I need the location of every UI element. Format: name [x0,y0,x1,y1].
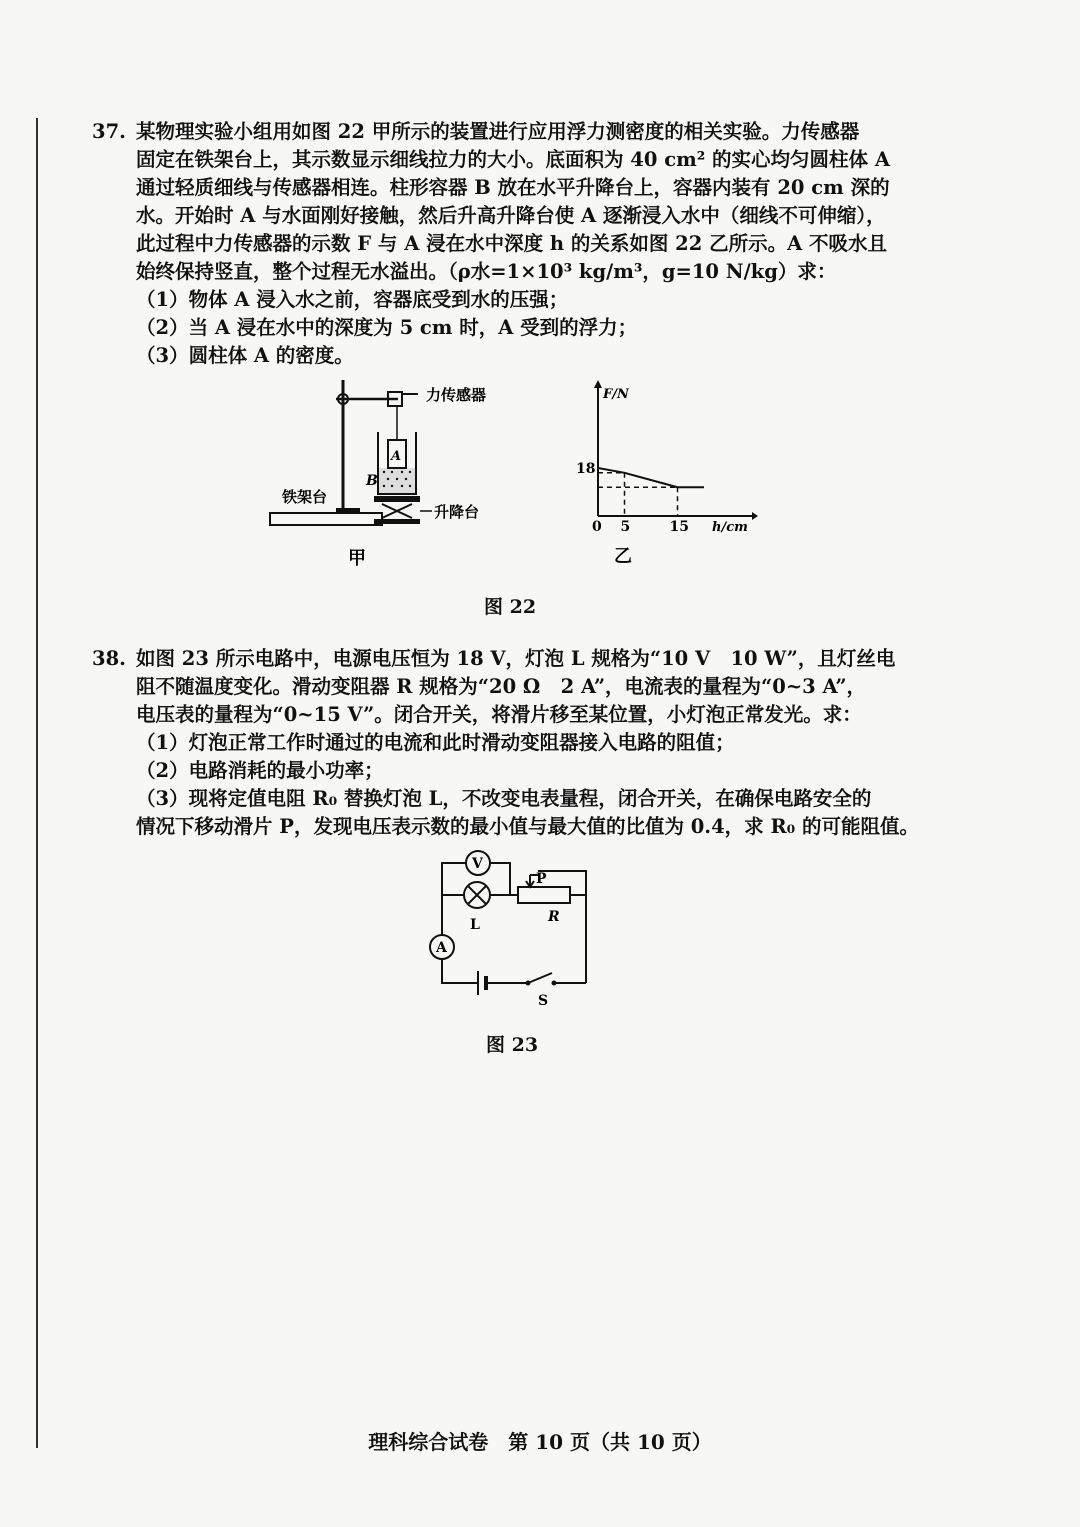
rheostat-symbol [518,887,570,903]
q37-line-3: 通过轻质细线与传感器相连。柱形容器 B 放在水平升降台上，容器内装有 20 cm 深的 [136,176,890,199]
switch-label: S [538,993,549,1009]
x-tick-5: 5 [620,519,631,535]
y-tick-18: 18 [576,461,596,477]
series-line [598,468,704,487]
switch-symbol [528,973,552,983]
lift-scissor [382,504,412,518]
y-axis-arrow [594,380,602,388]
q38-last-line: 情况下移动滑片 P，发现电压表示数的最小值与最大值的比值为 0.4，求 R₀ 的可能阻值。 [136,815,919,838]
q38-line-1: 38. 如图 23 所示电路中，电源电压恒为 18 V，灯泡 L 规格为“10 V 10 W”，且灯丝电 [92,645,932,673]
q37-number: 37. [92,120,126,143]
q37-line-6: 始终保持竖直，整个过程无水溢出。（ρ水=1×10³ kg/m³，g=10 N/kg）求： [136,260,837,283]
q38-number: 38. [92,647,126,670]
container-b-label: B [366,473,378,489]
q37-sub-2: （2）当 A 浸在水中的深度为 5 cm 时，A 受到的浮力； [136,316,638,339]
x-tick-0: 0 [592,519,602,535]
lamp-label: L [470,917,480,933]
rheostat-label: R [548,909,560,925]
q37-sub-3: （3）圆柱体 A 的密度。 [136,344,354,367]
ammeter-label: A [436,940,447,956]
figure-22-jia-caption: 甲 [348,548,366,569]
binding-margin-line [36,118,38,1448]
x-axis-label: h/cm [712,520,748,535]
q37-line-4: 水。开始时 A 与水面刚好接触，然后升高升降台使 A 逐渐浸入水中（细线不可伸缩）， [136,204,886,227]
q38-line-2: 阻不随温度变化。滑动变阻器 R 规格为“20 Ω 2 A”，电流表的量程为“0~3 A”， [136,675,867,698]
q37-line-5: 此过程中力传感器的示数 F 与 A 浸在水中深度 h 的关系如图 22 乙所示。A 不吸水且 [136,232,888,255]
page-footer: 理科综合试卷 第 10 页（共 10 页） [368,1430,712,1454]
q37-line-2: 固定在铁架台上，其示数显示细线拉力的大小。底面积为 40 cm² 的实心均匀圆柱体 A [136,148,890,171]
q38-sub-2: （2）电路消耗的最小功率； [136,759,384,782]
q38-sub-1: （1）灯泡正常工作时通过的电流和此时滑动变阻器接入电路的阻值； [136,731,735,754]
stand-label: 铁架台 [282,488,328,506]
q37-line-1: 37. 某物理实验小组用如图 22 甲所示的装置进行应用浮力测密度的相关实验。力传感器 [92,118,932,146]
x-axis-arrow [752,512,758,520]
lift-top [374,496,420,502]
slider-p [526,875,534,887]
figure-22-chart [570,376,760,572]
figure-22-caption: 图 22 [484,596,537,618]
question-38 [92,645,932,841]
q38-line-3: 电压表的量程为“0~15 V”。闭合开关，将滑片移至某位置，小灯泡正常发光。求： [136,703,862,726]
figure-23-circuit [420,845,600,1010]
y-axis-label: F/N [603,387,629,402]
q38-sub-3: （3）现将定值电阻 R₀ 替换灯泡 L，不改变电表量程，闭合开关，在确保电路安全的 [136,787,872,810]
cylinder-a-label: A [391,449,402,464]
q37-sub-1: （1）物体 A 浸入水之前，容器底受到水的压强； [136,288,569,311]
lift-label: 升降台 [434,503,480,521]
x-tick-15: 15 [669,519,689,535]
figure-22-yi-caption: 乙 [614,546,632,567]
slider-label: P [536,871,547,887]
figure-22-apparatus [260,372,520,572]
stand-base [270,513,382,525]
stand-foot [336,508,360,514]
voltmeter-label: V [472,856,483,872]
lift-bottom [374,519,420,524]
sensor-label: 力传感器 [426,386,487,404]
figure-23-caption: 图 23 [486,1034,539,1056]
question-37 [92,118,932,370]
